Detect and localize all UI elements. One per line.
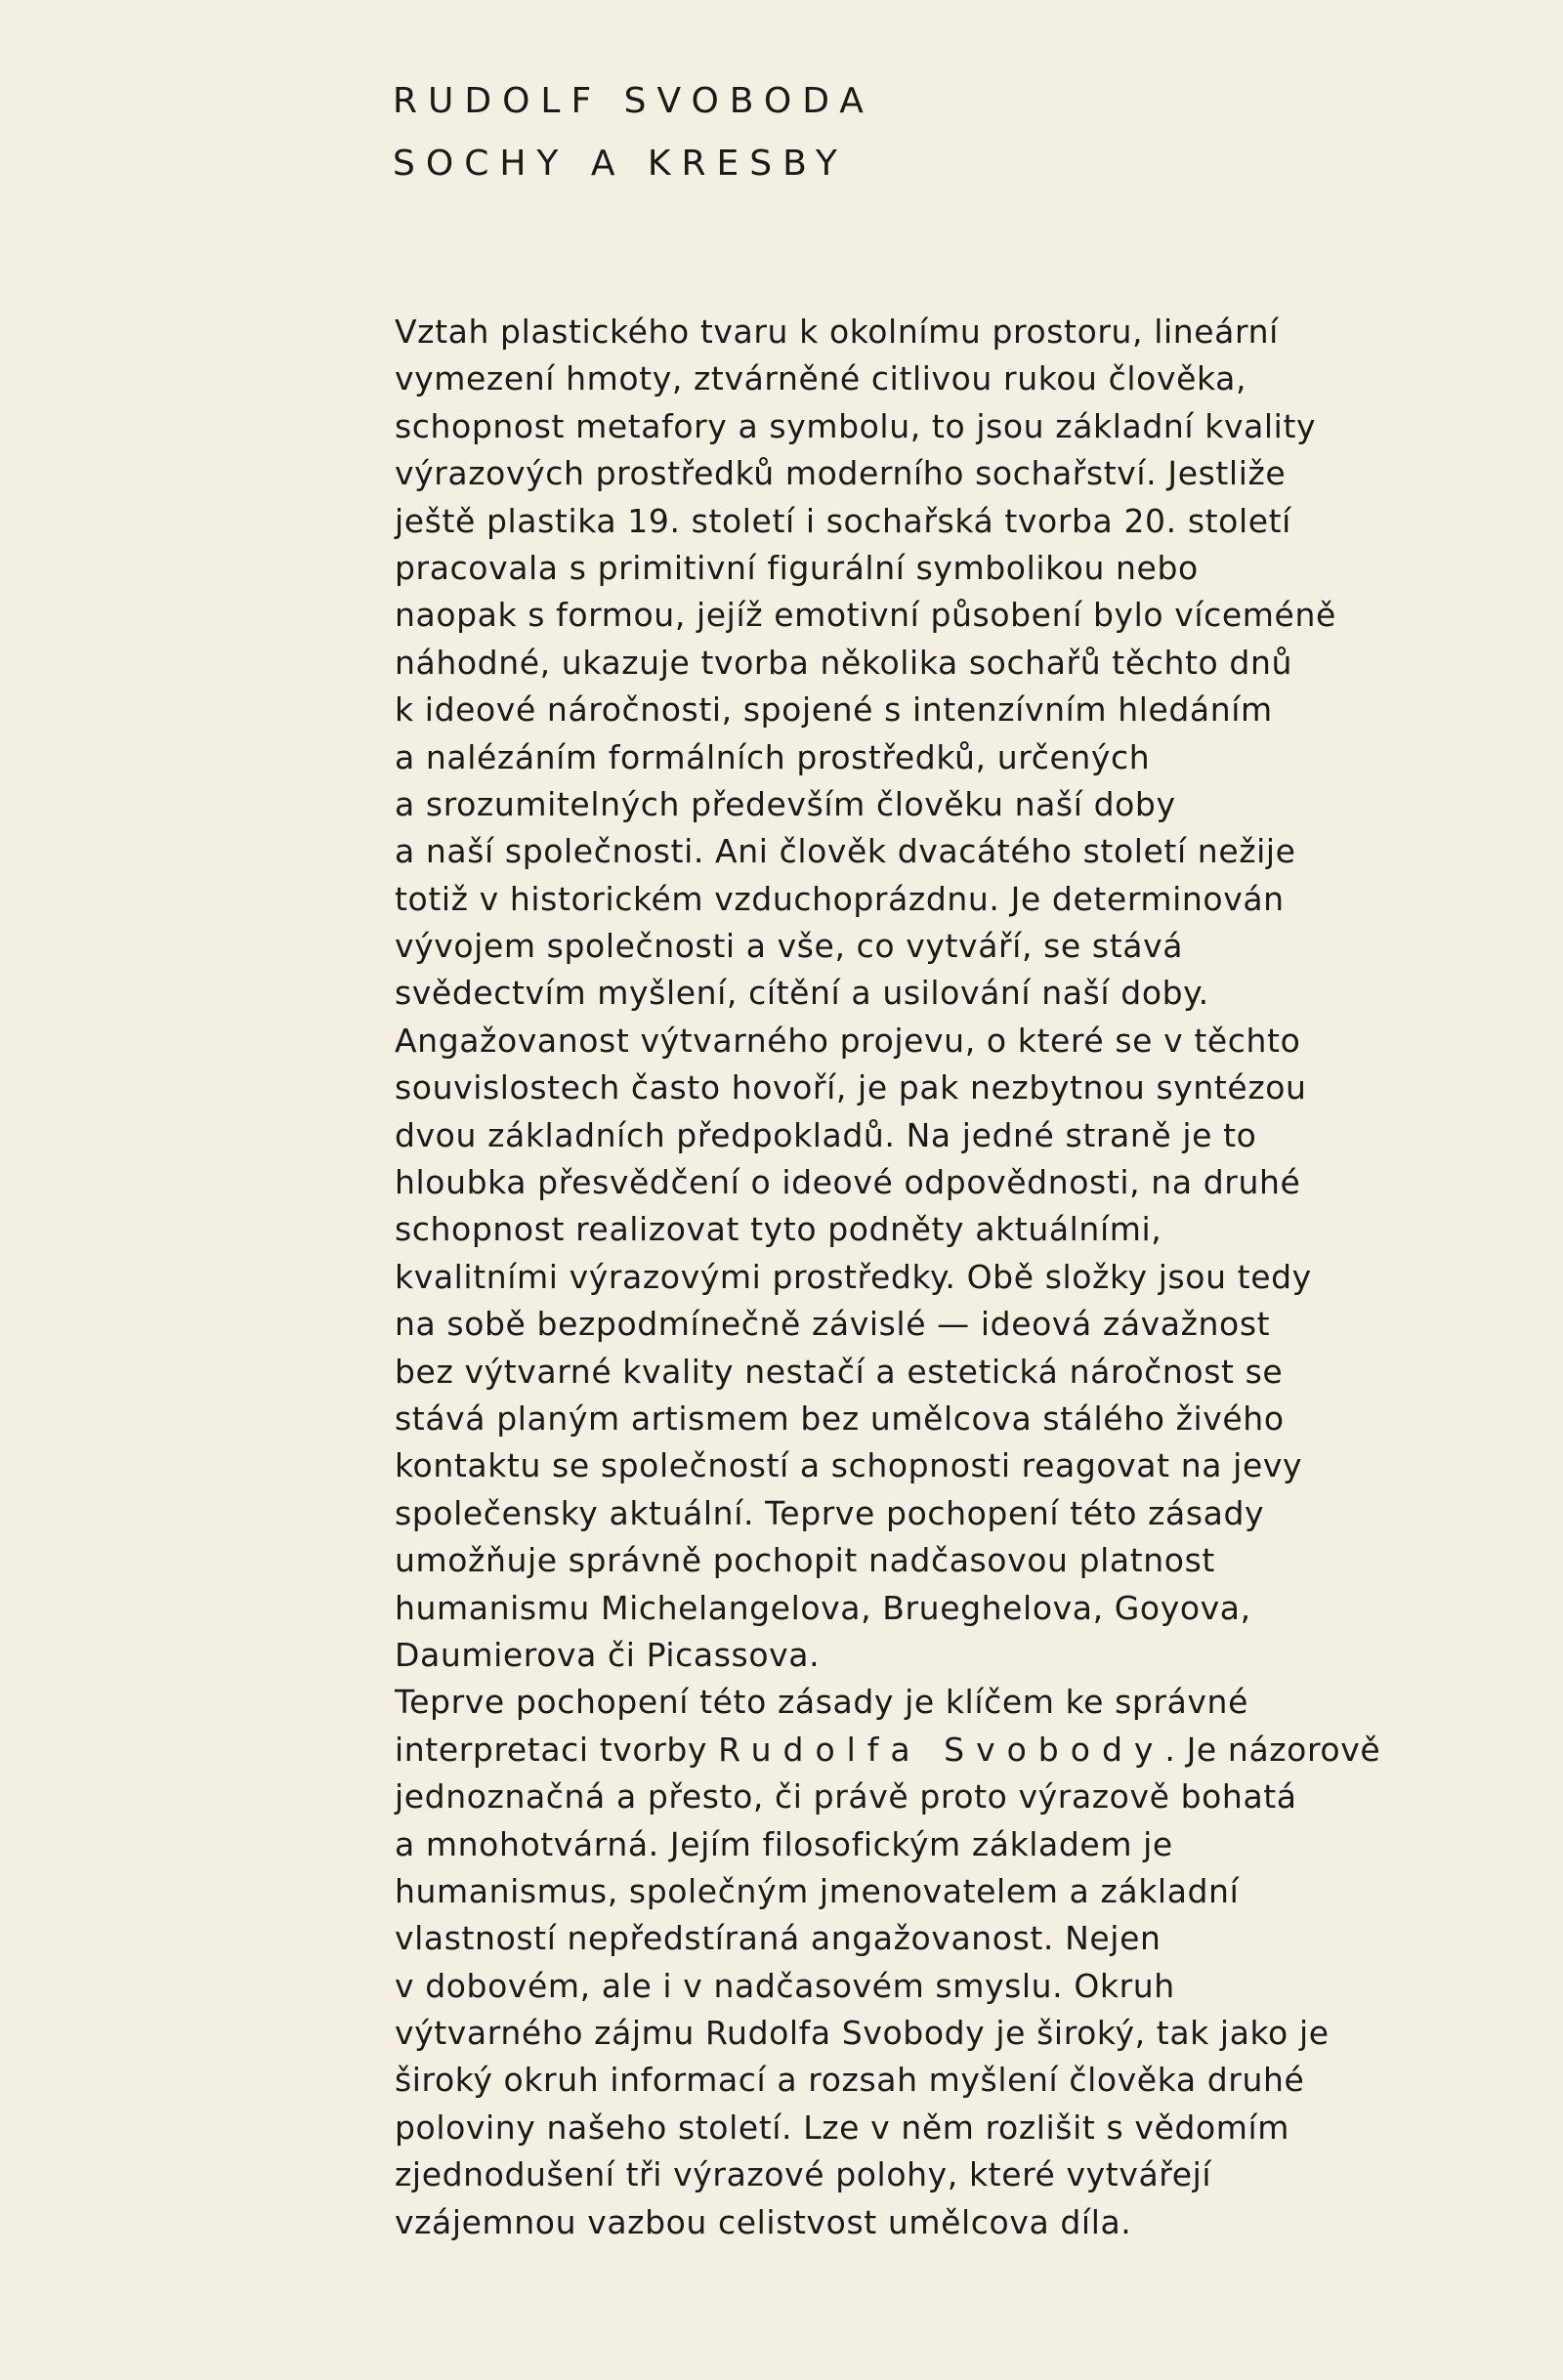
text-line <box>395 1727 1528 1774</box>
text-line: vzájemnou vazbou celistvost umělcova díla. <box>395 2202 1132 2241</box>
text-line: Teprve pochopení této zásady je klíčem ke správné <box>395 1683 1248 1722</box>
text-line: ještě plastika 19. století i sochařská tvorba 20. století <box>395 501 1291 540</box>
book-title: SOCHY A KRESBY <box>393 144 848 184</box>
body-text <box>395 309 1528 2246</box>
text-line: pracovala s primitivní figurální symbolikou nebo <box>395 548 1199 587</box>
text-line: společensky aktuální. Teprve pochopení této zásady <box>395 1493 1265 1532</box>
text-line: a nalézáním formálních prostředků, určených <box>395 737 1151 776</box>
text-line: totiž v historickém vzduchoprázdnu. Je determinován <box>395 879 1285 918</box>
text-line: vývojem společnosti a vše, co vytváří, se stává <box>395 927 1184 966</box>
text-line: výrazových prostředků moderního sochařství. Jestliže <box>395 454 1287 493</box>
text-line: a srozumitelných především člověku naší doby <box>395 784 1176 823</box>
paragraph-2-rest <box>395 1774 1528 2246</box>
text-line: zjednodušení tři výrazové polohy, které vytvářejí <box>395 2155 1212 2194</box>
text-line: hloubka přesvědčení o ideové odpovědnosti, na druhé <box>395 1163 1301 1202</box>
paragraph-1 <box>395 309 1528 1679</box>
text-line: humanismu Michelangelova, Brueghelova, Goyova, <box>395 1588 1251 1627</box>
text-fragment: interpretaci tvorby <box>395 1730 719 1769</box>
paragraph-2 <box>395 1679 1528 2246</box>
text-line: v dobovém, ale i v nadčasovém smyslu. Okruh <box>395 1966 1175 2005</box>
text-line: kontaktu se společností a schopnosti reagovat na jevy <box>395 1446 1303 1485</box>
text-line: vymezení hmoty, ztvárněné citlivou rukou člověka, <box>395 359 1247 398</box>
text-line: na sobě bezpodmínečně závislé — ideová závažnost <box>395 1305 1271 1344</box>
text-line: náhodné, ukazuje tvorba několika sochařů těchto dnů <box>395 643 1292 682</box>
text-line: svědectvím myšlení, cítění a usilování naší doby. <box>395 974 1209 1013</box>
text-line: souvislostech často hovoří, je pak nezbytnou syntézou <box>395 1068 1307 1107</box>
text-line: schopnost realizovat tyto podněty aktuálními, <box>395 1210 1162 1249</box>
author-name: RUDOLF SVOBODA <box>393 81 874 121</box>
title-block <box>393 70 874 195</box>
text-line: naopak s formou, jejíž emotivní působení bylo víceméně <box>395 596 1336 635</box>
artist-name-spaced: Rudolfa Svobody <box>718 1730 1165 1769</box>
text-line: Daumierova či Picassova. <box>395 1635 821 1674</box>
text-line: Angažovanost výtvarného projevu, o které se v těchto <box>395 1021 1301 1060</box>
text-line: humanismus, společným jmenovatelem a základní <box>395 1871 1240 1910</box>
text-line: schopnost metafory a symbolu, to jsou základní kvality <box>395 406 1317 445</box>
text-line: bez výtvarné kvality nestačí a estetická náročnost se <box>395 1352 1284 1391</box>
text-line: výtvarného zájmu Rudolfa Svobody je široký, tak jako je <box>395 2014 1330 2053</box>
text-line: Vztah plastického tvaru k okolnímu prostoru, lineární <box>395 313 1279 351</box>
text-line: a mnohotvárná. Jejím filosofickým základem je <box>395 1824 1173 1863</box>
text-line: poloviny našeho století. Lze v něm rozlišit s vědomím <box>395 2108 1289 2147</box>
text-line: a naší společnosti. Ani člověk dvacátého století nežije <box>395 832 1296 871</box>
text-line: stává planým artismem bez umělcova stálého živého <box>395 1399 1285 1438</box>
text-fragment: . Je názorově <box>1164 1730 1381 1769</box>
text-line: široký okruh informací a rozsah myšlení člověka druhé <box>395 2061 1305 2100</box>
text-line: kvalitními výrazovými prostředky. Obě složky jsou tedy <box>395 1257 1312 1296</box>
text-line: vlastností nepředstíraná angažovanost. Nejen <box>395 1919 1162 1958</box>
text-line: dvou základních předpokladů. Na jedné straně je to <box>395 1115 1257 1154</box>
text-line: jednoznačná a přesto, či právě proto výrazově bohatá <box>395 1777 1297 1816</box>
text-line: k ideové náročnosti, spojené s intenzívním hledáním <box>395 690 1273 730</box>
text-line: umožňuje správně pochopit nadčasovou platnost <box>395 1541 1215 1580</box>
